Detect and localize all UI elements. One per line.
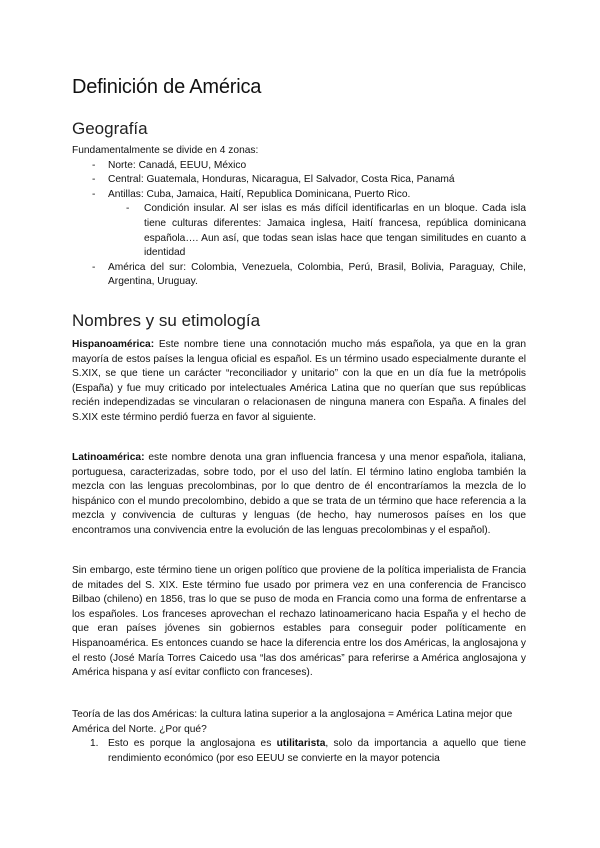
hispanoamerica-term: Hispanoamérica: bbox=[72, 339, 155, 350]
zone-antillas: - Antillas: Cuba, Jamaica, Haití, Republica Dominicana, Puerto Rico. bbox=[72, 188, 526, 203]
zones-list-cont bbox=[72, 261, 526, 290]
utilitarista-term: utilitarista bbox=[276, 738, 326, 750]
section-heading-nombres: Nombres y su etimología bbox=[72, 311, 261, 330]
page-title: Definición de América bbox=[72, 76, 262, 98]
item1-text-b: , solo da importancia a aquello que tiene rendimiento económico (por eso EEUU se convierte en la mayor potencia bbox=[108, 738, 527, 764]
zone-sur: - América del sur: Colombia, Venezuela, Colombia, Perú, Brasil, Bolivia, Paraguay, Chile, Argentina, Uruguay. bbox=[72, 261, 526, 290]
zone-central: - Central: Guatemala, Honduras, Nicaragua, El Salvador, Costa Rica, Panamá bbox=[72, 173, 526, 188]
item-number: 1. bbox=[90, 738, 99, 750]
antillas-note: - Condición insular. Al ser islas es más difícil identificarlas en un bloque. Cada isla tiene culturas diferentes: Jamaica inglesa, Haití francesa, república dominicana española…. Aun así, que todas sean islas hace que tengan similitudes en cuanto a identidad bbox=[72, 202, 526, 260]
latinoamerica-term: Latinoamérica: bbox=[72, 452, 145, 463]
geografia-intro: Fundamentalmente se divide en 4 zonas: bbox=[72, 145, 259, 156]
teoria-section bbox=[72, 708, 526, 766]
hispanoamerica-text: Este nombre tiene una connotación mucho más española, ya que en la gran mayoría de estos países la lengua oficial es español. Es un término usado especialmente durante el S.XIX, se que tiene un carácter “reconciliador y unitario” con la que en un día fue la metrópolis (España) y fue muy criticado por intelectuales América Latina que no querían que sus repúblicas recién independizadas se vincularan o relacionasen de ninguna manera con España. A finales del S.XIX este término perdió fuerza en favor al siguiente. bbox=[72, 339, 526, 423]
teoria-text: Teoría de las dos Américas: la cultura latina superior a la anglosajona = América Latina mejor que América del Norte. ¿Por qué? bbox=[72, 709, 513, 735]
latinoamerica-paragraph bbox=[72, 451, 526, 539]
zones-list bbox=[72, 159, 526, 203]
geografia-section bbox=[72, 144, 526, 290]
zone-norte: - Norte: Canadá, EEUU, México bbox=[72, 159, 526, 174]
origen-paragraph bbox=[72, 564, 526, 681]
antillas-sublist bbox=[72, 202, 526, 260]
item1-text-a: Esto es porque la anglosajona es bbox=[108, 738, 277, 750]
teoria-list bbox=[72, 737, 526, 766]
origen-text: Sin embargo, este término tiene un origen político que proviene de la política imperialista de Francia de mitades del S. XIX. Este término fue usado por primera vez en una conferencia de Francisco Bilbao (chileno) en 1856, tras lo que se puso de moda en Francia como una forma de enfrentarse a los españoles. Los franceses aprovechan el rechazo latinoamericano hacia España y el hecho de que eran países jóvenes sin gobiernos estables para conseguir poder políticamente en Hispanoamérica. Es entonces cuando se hace la diferencia entre los dos Américas, la anglosajona y el resto (José María Torres Caicedo usa “las dos américas” para referirse a América anglosajona y América hispana y así evitar conflicto con franceses). bbox=[72, 565, 526, 679]
teoria-item-1 bbox=[72, 737, 526, 766]
section-heading-geografia: Geografía bbox=[72, 119, 148, 138]
hispanoamerica-paragraph bbox=[72, 338, 526, 426]
latinoamerica-text: este nombre denota una gran influencia francesa y una menor española, italiana, portuguesa, caracterizadas, sobre todo, por el uso del latín. El término latino engloba también la mezcla con las lenguas precolombinas, por lo que dentro de él encontraríamos la mezcla de lo hispánico con el mundo precolombino, debido a que se trata de un término que hace referencia a la mezcla y convivencia de culturas y lenguas (de hecho, hay numerosos países en los que encontramos una convivencia entre la evolución de las lenguas precolombinas y el español). bbox=[72, 452, 526, 536]
